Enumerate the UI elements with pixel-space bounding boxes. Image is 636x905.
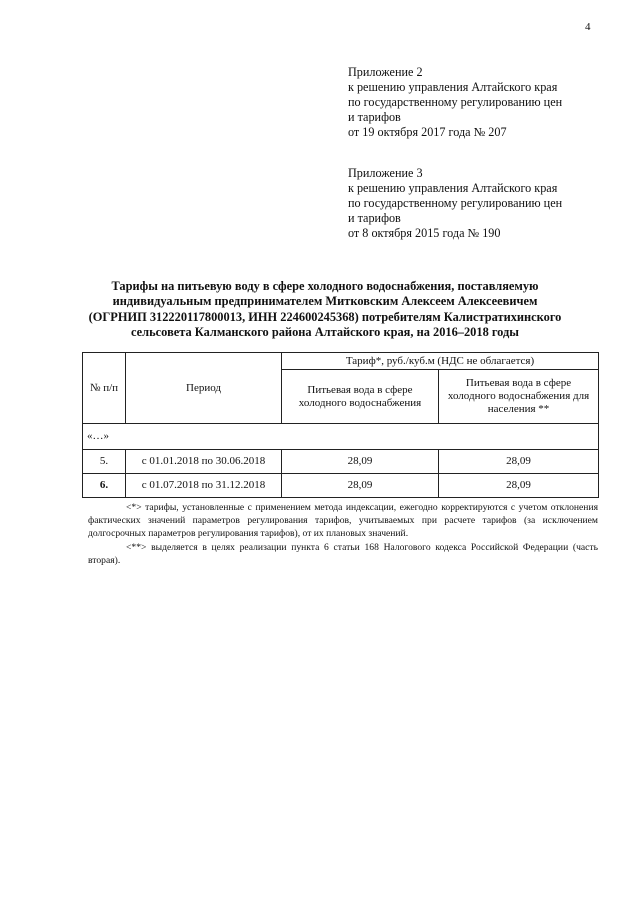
- appendix-3-line-4: и тарифов: [348, 211, 401, 225]
- appendix-3-line-1: Приложение 3: [348, 166, 423, 180]
- footnotes: [88, 501, 598, 567]
- row-tariff-population: 28,09: [439, 450, 599, 474]
- document-title: [60, 279, 590, 341]
- table-row: [83, 474, 599, 498]
- row-number: 5.: [83, 450, 126, 474]
- header-drinking-water: Питьевая вода в сфере холодного водоснабжения: [282, 370, 439, 424]
- appendix-3-block: [348, 166, 562, 241]
- footnote-2: <**> выделяется в целях реализации пункта 6 статьи 168 Налогового кодекса Российской Федерации (часть вторая).: [88, 541, 598, 566]
- appendix-3-line-5: от 8 октября 2015 года № 190: [348, 226, 501, 240]
- appendix-3-line-2: к решению управления Алтайского края: [348, 181, 558, 195]
- appendix-2-line-2: к решению управления Алтайского края: [348, 80, 558, 94]
- title-line-2: индивидуальным предпринимателем Митковским Алексеем Алексеевичем: [112, 294, 538, 309]
- appendix-2-line-5: от 19 октября 2017 года № 207: [348, 125, 507, 139]
- page-number: 4: [585, 21, 591, 33]
- appendix-2-line-3: по государственному регулированию цен: [348, 95, 563, 109]
- header-tariff-group: Тариф*, руб./куб.м (НДС не облагается): [282, 353, 599, 370]
- row-number: 6.: [83, 474, 126, 498]
- header-period: Период: [126, 353, 282, 424]
- title-line-1: Тарифы на питьевую воду в сфере холодного водоснабжения, поставляемую: [111, 279, 539, 293]
- title-line-3: (ОГРНИП 312220117800013, ИНН 224600245368) потребителям Калистратихинского: [88, 309, 562, 324]
- table-row: [83, 450, 599, 474]
- table-ellipsis-row: «…»: [83, 424, 599, 450]
- tariff-table: [82, 352, 599, 498]
- header-drinking-water-population: Питьевая вода в сфере холодного водоснабжения для населения **: [439, 370, 599, 424]
- row-tariff: 28,09: [282, 450, 439, 474]
- title-line-4: сельсовета Калманского района Алтайского края, на 2016–2018 годы: [131, 325, 519, 340]
- header-number: № п/п: [83, 353, 126, 424]
- appendix-2-block: [348, 65, 562, 140]
- appendix-2-line-1: Приложение 2: [348, 65, 423, 79]
- row-period: с 01.07.2018 по 31.12.2018: [126, 474, 282, 498]
- row-period: с 01.01.2018 по 30.06.2018: [126, 450, 282, 474]
- row-tariff: 28,09: [282, 474, 439, 498]
- appendix-3-line-3: по государственному регулированию цен: [348, 196, 563, 210]
- row-tariff-population: 28,09: [439, 474, 599, 498]
- footnote-1: <*> тарифы, установленные с применением метода индексации, ежегодно корректируются с учетом отклонения фактических значений параметров регулирования тарифов, учитываемых при расчете тарифов (за исключением долгосрочных параметров регулирования тарифов), от их плановых значений.: [88, 502, 598, 540]
- appendix-2-line-4: и тарифов: [348, 110, 401, 124]
